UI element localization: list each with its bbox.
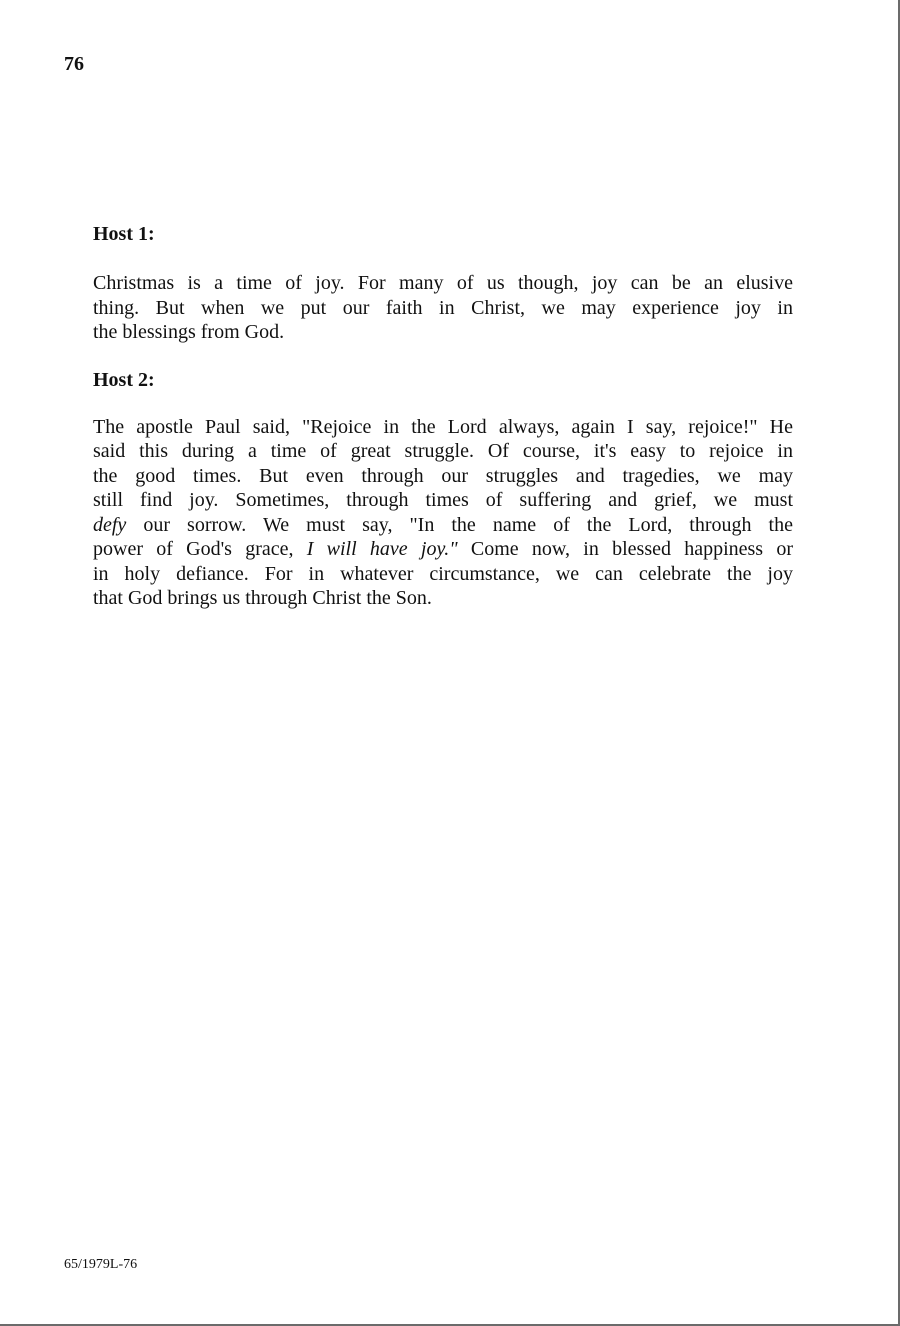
speaker-host-1: Host 1:: [93, 223, 155, 245]
speaker-host-2: Host 2:: [93, 368, 155, 391]
host-2-paragraph: [93, 415, 793, 611]
paragraph-line: the blessings from God.: [93, 321, 285, 343]
paragraph-line: still find joy. Sometimes, through times of suffering and grief, we must: [93, 489, 793, 511]
page-number: 76: [64, 53, 84, 75]
emphasized-word: defy: [93, 513, 127, 536]
host-1-paragraph: [93, 271, 793, 345]
paragraph-line: [93, 537, 793, 562]
paragraph-line: thing. But when we put our faith in Christ, we may experience joy in: [93, 296, 793, 319]
paragraph-line: said this during a time of great struggle. Of course, it's easy to rejoice in: [93, 440, 793, 462]
page-footer-code: 65/1979L-76: [64, 1257, 138, 1272]
paragraph-line: The apostle Paul said, "Rejoice in the Lord always, again I say, rejoice!" He: [93, 415, 793, 438]
paragraph-line: [93, 513, 793, 538]
paragraph-line: that God brings us through Christ the Son.: [93, 587, 432, 609]
script-content: [93, 222, 793, 611]
paragraph-line: the good times. But even through our struggles and tragedies, we may: [93, 464, 793, 487]
line-text: power of God's grace,: [93, 538, 307, 560]
paragraph-line: in holy defiance. For in whatever circumstance, we can celebrate the joy: [93, 562, 793, 585]
line-text: Come now, in blessed happiness or: [457, 538, 794, 560]
line-text: our sorrow. We must say, "In the name of the Lord, through the: [126, 513, 793, 536]
emphasized-quote: I will have joy.": [306, 538, 458, 560]
paragraph-line: Christmas is a time of joy. For many of us though, joy can be an elusive: [93, 272, 793, 294]
